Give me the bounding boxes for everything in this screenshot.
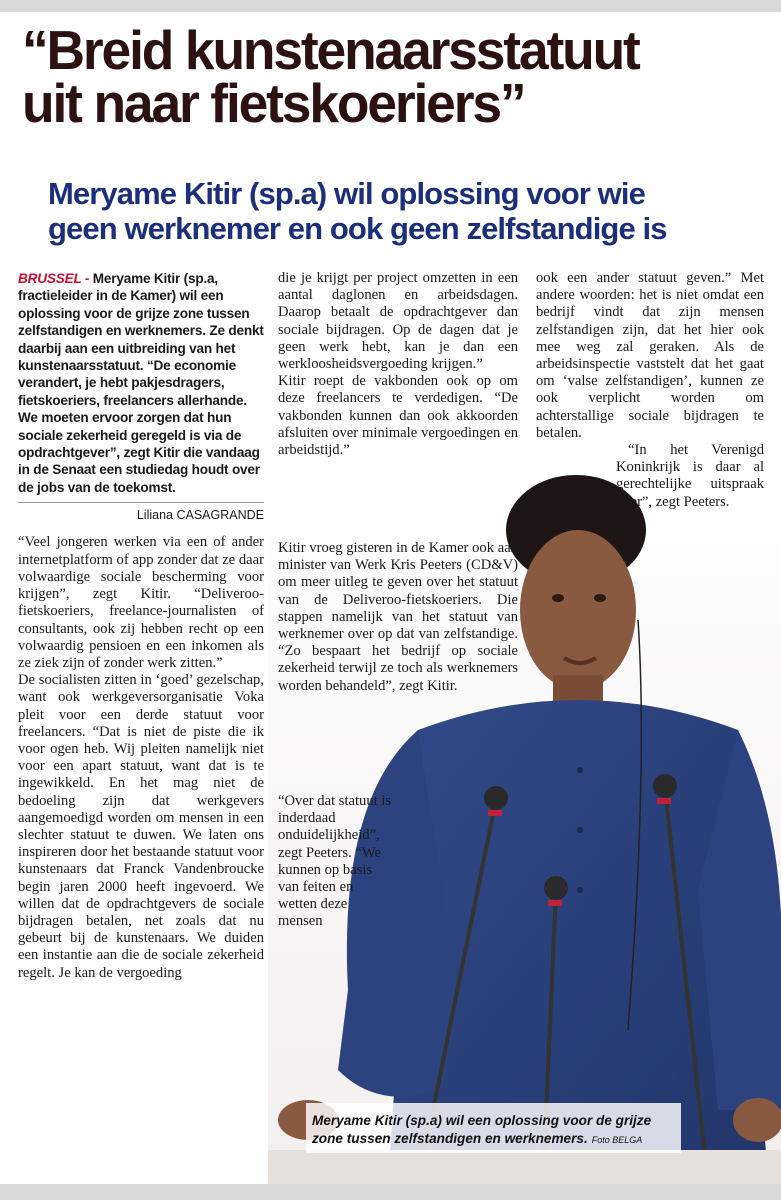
body-paragraph: De socialisten zitten in ‘goed’ gezelschap, want ook werkgeversorganisatie Voka pleit voor een derde statuut voor freelancers. “Dat is niet de piste die ik voor ogen heb. Wij pleiten namelijk niet voor een apart statuut, want dat is te ingewikkeld. En het mag niet de bedoeling zijn dat werkgevers aangemoedigd worden om mensen in een slechter statuut te duwen. We laten ons inspireren door het bestaande statuut voor kunstenaars dat Franck Vandenbroucke begin jaren 2000 heeft ingevoerd. We willen dat de opdrachtgevers de sociale bijdragen betalen, net zoals dat nu gebeurt bij de kunstenaars. We duiden een instantie aan die de sociale zekerheid regelt. Je kan de vergoeding: [18, 672, 264, 981]
article-column-1: [18, 270, 264, 982]
body-paragraph: Kitir roept de vakbonden ook op om deze freelancers te verdedigen. “De vakbonden kunnen dan ook akkoorden afsluiten over minimale vergoedingen en arbeidstijd.”: [278, 373, 518, 459]
subheadline-line-2: geen werknemer en ook geen zelfstandige is: [48, 211, 667, 246]
byline: Liliana CASAGRANDE: [18, 502, 264, 524]
subheadline-line-1: Meryame Kitir (sp.a) wil oplossing voor wie: [48, 176, 645, 211]
body-paragraph: Kitir vroeg gisteren in de Kamer ook aan minister van Werk Kris Peeters (CD&V) om meer uitleg te geven over het statuut van de Deliveroo-fietskoeriers. Die stappen namelijk van het statuut van werknemer over op dat van zelfstandige. “Zo bespaart het bedrijf op sociale zekerheid terwijl ze toch als werknemers worden behandeld”, zegt Kitir.: [278, 540, 518, 694]
photo-credit: Foto BELGA: [591, 1135, 643, 1145]
body-paragraph: ook een ander statuut geven.” Met andere woorden: het is niet omdat een bedrijf vindt dat zijn mensen zelfstandigen zijn, dat het hier ook mee weg zal geraken. Als de arbeidsinspectie vaststelt dat het gaat om ‘valse zelfstandigen’, kunnen ze ook verplicht worden om achterstallige sociale bijdragen te betalen.: [536, 270, 764, 441]
lead-text: Meryame Kitir (sp.a, fractieleider in de Kamer) wil een oplossing voor de grijze zone tussen zelfstandigen en werknemers. Ze denkt daarbij aan een uitbreiding van het kunstenaarsstatuut. “De economie verandert, je hebt pakjesdragers, fietskoeriers, freelancers allerhande. We moeten ervoor zorgen dat hun sociale zekerheid geregeld is via de opdrachtgever”, zegt Kitir die vandaag in de Senaat een studiedag houdt over de jobs van de toekomst.: [18, 271, 264, 495]
article-column-2-wrap: [278, 793, 393, 931]
article-column-2: [278, 270, 518, 493]
headline: [22, 19, 750, 134]
body-paragraph: “Veel jongeren werken via een of ander internetplatform of app zonder dat ze daar volwaardige sociale bescherming voor krijgen”, zegt Kitir. “Deliveroo-fietskoeriers, freelance-journalisten of consultants, ook zij hebben recht op een volwaardig pensioen en een inkomen als ze ziek zijn of zonder werk zitten.”: [18, 534, 264, 671]
body-paragraph: “Over dat statuut is inderdaad onduidelijkheid”, zegt Peeters. “We kunnen op basis van feiten en wetten deze mensen: [278, 793, 392, 930]
lead-paragraph: [18, 270, 264, 496]
body-paragraph: die je krijgt per project omzetten in een aantal daglonen en arbeidsdagen. Daarop betaalt de opdrachtgever dan sociale bijdragen. Op de dagen dat je geen werk hebt, kan je dan een werkloosheidsvergoeding krijgen.”: [278, 270, 518, 373]
headline-line-2: uit naar fietskoeriers”: [22, 72, 525, 134]
caption-text: Meryame Kitir (sp.a) wil een oplossing voor de grijze zone tussen zelfstandigen en werknemers.: [312, 1113, 652, 1146]
top-border: [0, 0, 781, 12]
photo-caption: [312, 1112, 677, 1149]
article-column-3: [536, 270, 764, 511]
article-column-2-lower: [278, 540, 518, 695]
dateline: BRUSSEL -: [18, 271, 90, 286]
headline-line-1: “Breid kunstenaarsstatuut: [22, 19, 639, 81]
bottom-border: [0, 1184, 781, 1200]
body-paragraph: “In het Verenigd Koninkrijk is daar al gerechtelijke uitspraak over”, zegt Peeters.: [616, 442, 764, 510]
subheadline: [48, 176, 768, 246]
